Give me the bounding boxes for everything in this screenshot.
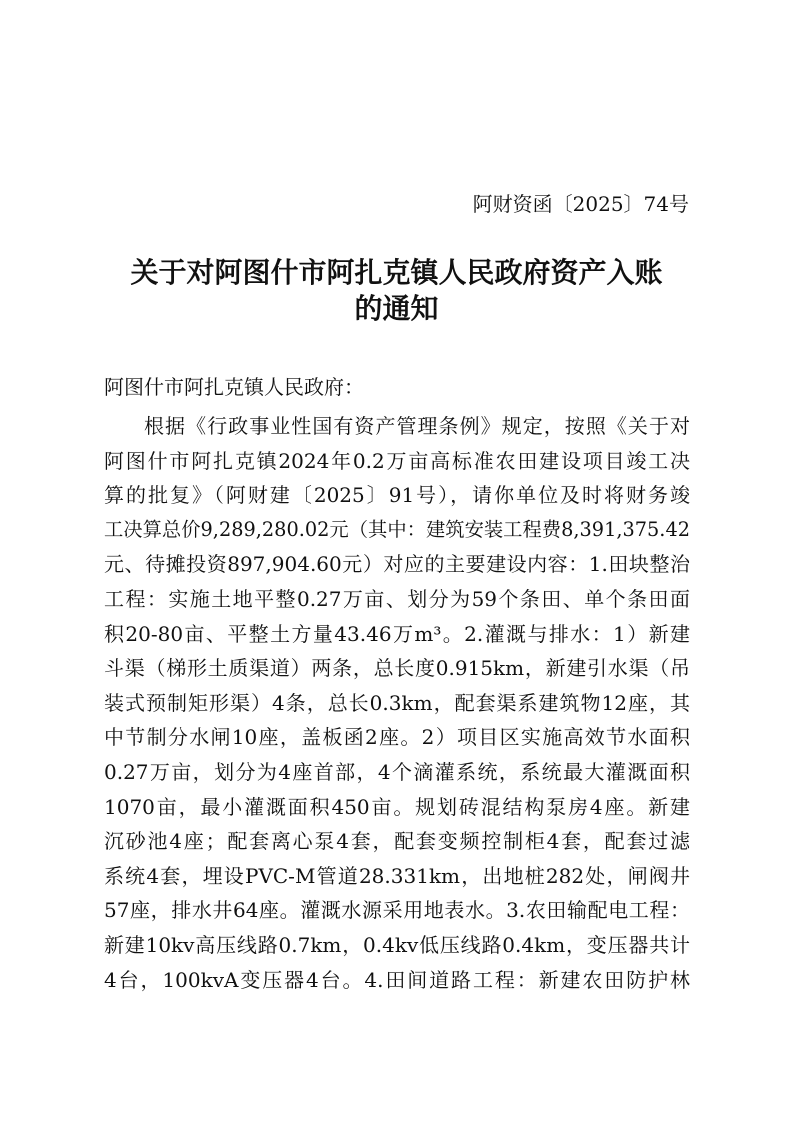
body-line: 1070亩，最小灌溉面积450亩。规划砖混结构泵房4座。新建 (104, 794, 690, 819)
body-line: 沉砂池4座；配套离心泵4套，配套变频控制柜4套，配套过滤 (104, 829, 690, 854)
body-line: 工决算总价9,289,280.02元（其中：建筑安装工程费8,391,375.42 (104, 517, 690, 541)
body-line: 装式预制矩形渠）4条，总长0.3km，配套渠系建筑物12座，其 (104, 690, 690, 715)
document-number: 阿财资函〔2025〕74号 (472, 192, 689, 216)
body-line: 斗渠（梯形土质渠道）两条，总长度0.915km，新建引水渠（吊 (104, 656, 690, 681)
document-title (104, 255, 689, 327)
title-line: 关于对阿图什市阿扎克镇人民政府资产入账 (130, 256, 663, 289)
body-line: 工程：实施土地平整0.27万亩、划分为59个条田、单个条田面 (104, 586, 690, 611)
body-line: 根据《行政事业性国有资产管理条例》规定，按照《关于对 (144, 414, 690, 438)
salutation: 阿图什市阿扎克镇人民政府： (104, 375, 364, 399)
body-line: 新建10kv高压线路0.7km，0.4kv低压线路0.4km，变压器共计 (104, 932, 690, 957)
body-line: 4台，100kvA变压器4台。4.田间道路工程：新建农田防护林 (104, 967, 690, 992)
body-line: 中节制分水闸10座，盖板函2座。2）项目区实施高效节水面积 (104, 725, 690, 750)
title-line: 的通知 (354, 292, 439, 325)
body-line: 元、待摊投资897,904.60元）对应的主要建设内容：1.田块整治 (104, 552, 690, 577)
body-line: 算的批复》（阿财建〔2025〕91号），请你单位及时将财务竣 (104, 483, 690, 508)
body-line: 57座，排水井64座。灌溉水源采用地表水。3.农田输配电工程： (104, 898, 690, 923)
body-line: 阿图什市阿扎克镇2024年0.2万亩高标准农田建设项目竣工决 (104, 448, 690, 473)
body-line: 系统4套，埋设PVC-M管道28.331km，出地桩282处，闸阀井 (104, 863, 690, 888)
body-line: 0.27万亩，划分为4座首部，4个滴灌系统，系统最大灌溉面积 (104, 759, 690, 784)
body-text (104, 409, 690, 997)
body-line: 积20-80亩、平整土方量43.46万m³。2.灌溉与排水：1）新建 (104, 621, 690, 646)
